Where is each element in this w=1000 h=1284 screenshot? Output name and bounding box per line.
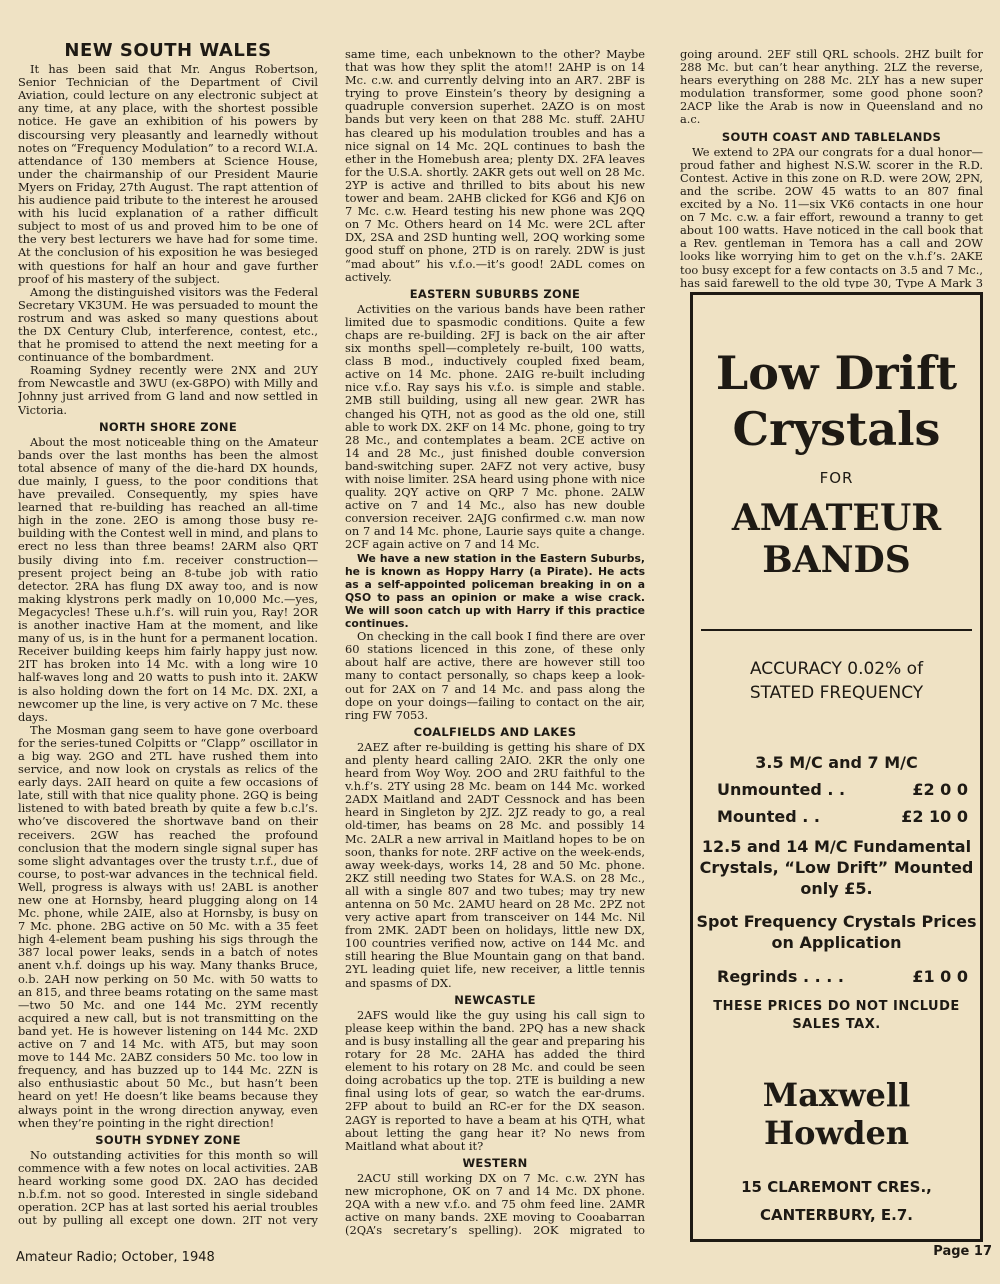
price-row	[693, 780, 980, 799]
paragraph: Roaming Sydney recently were 2NX and 2UY from Newcastle and 3WU (ex-G8PO) with Milly and Johnny just arrived from G land and now settled in Victoria.	[18, 363, 318, 417]
zone-heading: WESTERN	[462, 1155, 528, 1170]
column-3	[680, 48, 983, 288]
ad-bands: BANDS	[762, 539, 911, 581]
zone-heading: EASTERN SUBURBS ZONE	[409, 286, 581, 301]
zone-heading: SOUTH COAST AND TABLELANDS	[721, 129, 942, 144]
crystals-advertisement	[690, 292, 983, 1242]
paragraph: On checking in the call book I find there are over 60 stations licenced in this zone, of these only about half are active, there are however still too many to contact personally, so chaps keep a look-out for 2AX on 7 and 14 Mc. and pass along the dope on your doings—failing to contact on the air, ring FW 7053.	[345, 629, 645, 722]
price-value: £2 10 0	[901, 807, 968, 826]
paragraph: We extend to 2PA our congrats for a dual honor—proud father and highest N.S.W. scorer in the R.D. Contest. Active in this zone on R.D. were 2OW, 2PN, and the scribe. 2OW 45 watts to an 807 final excited by a No. 11—six VK6 contacts in one hour on 7 Mc. c.w. a fair effort, rewound a tranny to get about 100 watts. Have noticed in the call book that a Rev. gentleman in Temora has a call and 2OW looks like worrying him to get on the v.h.f’s. 2AKE too busy except for a few contacts on 3.5 and 7 Mc., has said farewell to the old type 30, Type A Mark 3	[680, 144, 983, 288]
zone-heading: COALFIELDS AND LAKES	[413, 724, 577, 739]
ad-address: 15 CLAREMONT CRES.,	[741, 1178, 932, 1196]
price-label: Regrinds . . . .	[717, 967, 844, 986]
paragraph: No outstanding activities for this month so will commence with a few notes on local activities. 2AB heard working some good DX. 2AO has decided n.b.f.m. not so good. Interested in single sideband operation. 2CP has at last sorted his aerial troubles out by pulling all except one down. 2IT not very	[18, 1147, 318, 1228]
ad-frequencies: 3.5 M/C and 7 M/C	[755, 753, 918, 772]
footer-publication: Amateur Radio; October, 1948	[16, 1250, 215, 1265]
zone-heading: SOUTH SYDNEY ZONE	[95, 1132, 241, 1147]
price-label: Mounted . .	[717, 807, 820, 826]
price-value: £1 0 0	[912, 967, 968, 986]
ad-spot-frequency: Spot Frequency Crystals Prices on Application	[696, 912, 977, 952]
ad-accuracy: ACCURACY 0.02% of	[749, 659, 924, 679]
section-title: NEW SOUTH WALES	[64, 40, 272, 61]
paragraph: Among the distinguished visitors was the Federal Secretary VK3UM. He was persuaded to mount the rostrum and was asked so many questions about the DX Century Club, interference, contest, etc., that he promised to attend the next meeting for a continuance of the bombardment.	[18, 284, 318, 365]
zone-heading: NORTH SHORE ZONE	[98, 419, 237, 434]
paragraph: 2AEZ after re-building is getting his share of DX and plenty heard calling 2AIO. 2KR the only one heard from Woy Woy. 2OO and 2RU faithful to the v.h.f’s. 2TY using 28 Mc. beam on 144 Mc. worked 2ADX Maitland and 2ADT Cessnock and has been heard in Singleton by 2JZ. 2JZ ready to go, a real old-timer, has beams on 28 Mc. and possibly 14 Mc. 2ALR a new arrival in Maitland hopes to be on soon, thanks for note. 2RF active on the week-ends, away week-days, works 14, 28 and 50 Mc. phone. 2KZ still needing two States for W.A.S. on 28 Mc., all with a single 807 and two tubes; may try new antenna on 50 Mc. 2AMU heard on 28 Mc. 2PZ not very active apart from transceiver on 144 Mc. Nil from 2MK. 2ADT been on holidays, little new DX, 100 countries verified now, active on 144 Mc. and still hearing the Blue Mountain gang on that band. 2YL leading quiet life, new receiver, a little tennis and spasms of DX.	[345, 739, 645, 990]
ad-headline: Low Drift	[715, 346, 958, 400]
column-1	[18, 38, 318, 1228]
ad-bands: AMATEUR	[731, 497, 942, 539]
ad-maker: Maxwell Howden	[762, 1076, 911, 1152]
paragraph: It has been said that Mr. Angus Robertson, Senior Technician of the Department of Civil Aviation, could lecture on any electronic subject at any time, at any place, with the shortest possible notice. He gave an exhibition of his powers by discoursing very pleasantly and learnedly without notes on “Frequency Modulation” to a record W.I.A. attendance of 130 members at Science House, under the chairmanship of our President Maurie Myers on Friday, 27th August. The rapt attention of his audience paid tribute to the interest he aroused with his lucid explanation of a rather difficult subject to most of us and proved him to be one of the very best lecturers we have had for some time. At the conclusion of his exposition he was besieged with questions for half an hour and gave further proof of his mastery of the subject.	[18, 62, 318, 286]
footer-page-number: Page 17	[933, 1244, 992, 1259]
ad-for: FOR	[819, 469, 854, 487]
zone-heading: NEWCASTLE	[454, 992, 536, 1007]
paragraph: The Mosman gang seem to have gone overboard for the series-tuned Colpitts or “Clapp” oscillator in a big way. 2GO and 2TL have rushed them into service, and now look on crystals as relics of the early days. 2AII heard on quite a few occasions of late, still with that nice quality phone. 2GQ is being listened to with bated breath by quite a few b.c.l’s. who’ve discovered the shortwave band on their receivers. 2GW has reached the profound conclusion that the modern single signal super has some slight advantages over the trusty t.r.f., due of course, to post-war advances in the technical field. Well, progress is always with us! 2ABL is another new one at Hornsby, heard plugging along on 14 Mc. phone, while 2AIE, also at Hornsby, is busy on 7 Mc. phone. 2BG active on 50 Mc. with a 35 feet high 4-element beam pushing his sigs through the 387 local power leaks, sends in a batch of notes anent v.h.f. doings up his way. Many thanks Bruce, o.b. 2AH now perking on 50 Mc. with 50 watts to an 815, and three beams rotating on the same mast—two 50 Mc. and one 144 Mc. 2YM recently acquired a new call, but is not transmitting on the band yet. He is however listening on 144 Mc. 2XD active on 7 and 14 Mc. with AT5, but may soon move to 144 Mc. 2ABZ considers 50 Mc. too low in frequency, and has buzzed up to 144 Mc. 2ZN is also enthusiastic about 50 Mc., but hasn’t been heard on yet! He doesn’t like beams because they always point in the wrong direction anyway, even when they’re pointing in the right direction!	[18, 722, 318, 1130]
price-label: Unmounted . .	[717, 780, 846, 799]
highlight-note: We have a new station in the Eastern Suburbs, he is known as Hoppy Harry (a Pirate). He acts as a self-appointed policeman breaking in on a QSO to pass an opinion or make a wise crack. We will soon catch up with Harry if this practice continues.	[345, 551, 645, 631]
ad-tax-note: THESE PRICES DO NOT INCLUDE SALES TAX.	[713, 999, 960, 1032]
paragraph: 2ACU still working DX on 7 Mc. c.w. 2YN has new microphone, OK on 7 and 14 Mc. DX phone. 2QA with a new v.f.o. and 75 ohm feed line. 2AMR active on many bands. 2XE moving to Cooabarran (2QA’s secretary’s spelling). 2OK migrated to	[345, 1170, 645, 1238]
ad-fundamental: 12.5 and 14 M/C Fundamental Crystals, “Low Drift” Mounted only £5.	[699, 837, 974, 898]
price-row	[693, 967, 980, 986]
paragraph: 2AFS would like the guy using his call sign to please keep within the band. 2PQ has a new shack and is busy installing all the gear and preparing his rotary for 28 Mc. 2AHA has added the third element to his rotary on 28 Mc. and could be seen doing acrobatics up the top. 2TE is building a new final using lots of gear, so watch the ear-drums. 2FP about to build an RC-er for the DX season. 2AGY is reported to have a beam at his QTH, what about letting the gang hear it? No news from Maitland what about it?	[345, 1007, 645, 1153]
paragraph: Activities on the various bands have been rather limited due to spasmodic conditions. Quite a few chaps are re-building. 2FJ is back on the air after six months spell—completely re-built, 100 watts, class B mod., inductively coupled fixed beam, active on 14 Mc. phone. 2AIG re-built including nice v.f.o. Ray says his v.f.o. is simple and stable. 2MB still building, using all new gear. 2WR has changed his QTH, not as good as the old one, still able to work DX. 2KF on 14 Mc. phone, going to try 28 Mc., and contemplates a beam. 2CE active on 14 and 28 Mc., just finished double conversion band-switching super. 2AFZ not very active, busy with noise limiter. 2SA heard using phone with nice quality. 2QY active on QRP 7 Mc. phone. 2ALW active on 7 and 14 Mc., also has new double conversion receiver. 2AJG confirmed c.w. man now on 7 and 14 Mc. phone, Laurie says quite a change. 2CF again active on 7 and 14 Mc.	[345, 301, 645, 552]
paragraph: About the most noticeable thing on the Amateur bands over the last months has been the almost total absence of many of the die-hard DX hounds, due mainly, I guess, to the poor conditions that have prevailed. Consequently, my spies have learned that re-building has reached an all-time high in the zone. 2EO is among those busy re-building with the Contest well in mind, and plans to erect no less than three beams! 2ARM also QRT busily diving into f.m. receiver construction—present project being an 8-tube job with ratio detector. 2RA has flung DX away too, and is now making klystrons perk madly on 10,000 Mc.—yes, Megacycles! These u.h.f’s. will ruin you, Ray! 2OR is another inactive Ham at the moment, and like many of us, is in the hunt for a permanent location. Receiver building keeps him fairly happy just now. 2IT has broken into 14 Mc. with a long wire 10 half-waves long and 20 watts to push into it. 2AKW is also holding down the fort on 14 Mc. DX. 2XI, a newcomer up the line, is very active on 7 Mc. these days.	[18, 434, 318, 724]
ad-address: CANTERBURY, E.7.	[760, 1206, 913, 1224]
column-2	[345, 48, 645, 1238]
price-value: £2 0 0	[912, 780, 968, 799]
ad-headline: Crystals	[732, 402, 941, 456]
price-row	[693, 807, 980, 826]
paragraph: going around. 2EF still QRL schools. 2HZ built for 288 Mc. but can’t hear anything. 2LZ the reverse, hears everything on 288 Mc. 2LY has a new super modulation transformer, some good phone soon? 2ACP like the Arab is now in Queensland and no a.c.	[680, 48, 983, 127]
divider	[701, 629, 972, 631]
paragraph: same time, each unbeknown to the other? Maybe that was how they split the atom!! 2AHP is on 14 Mc. c.w. and currently delving into an AR7. 2BF is trying to prove Einstein’s theory by designing a quadruple conversion superhet. 2AZO is on most bands but very keen on that 288 Mc. stuff. 2AHU has cleared up his modulation troubles and has a nice signal on 14 Mc. 2QL continues to bash the ether in the Homebush area; plenty DX. 2FA leaves for the U.S.A. shortly. 2AKR gets out well on 28 Mc. 2YP is active and thrilled to bits about his new tower and beam. 2AHB clicked for KG6 and KJ6 on 7 Mc. c.w. Heard testing his new phone was 2QQ on 7 Mc. Others heard on 14 Mc. were 2CL after DX, 2SA and 2SD hunting well, 2OQ working some good stuff on phone, 2TD is on rarely. 2DW is just “mad about” his v.f.o.—it’s good! 2ADL comes on actively.	[345, 48, 645, 284]
ad-accuracy: STATED FREQUENCY	[749, 683, 924, 703]
